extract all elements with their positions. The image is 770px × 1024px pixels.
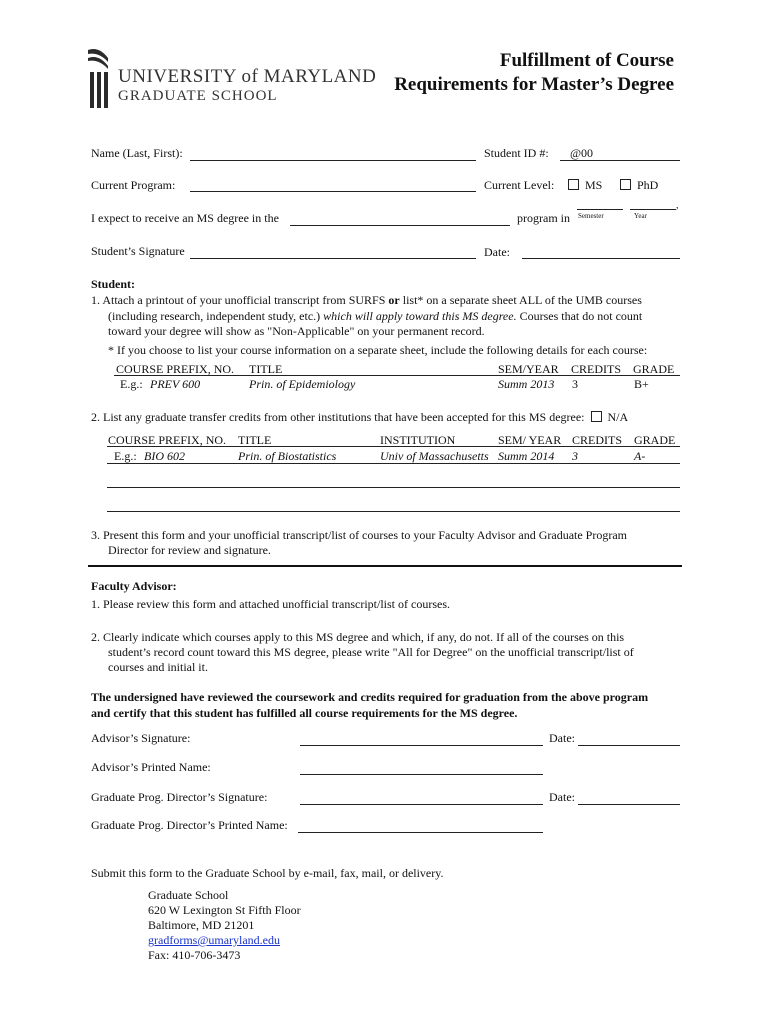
university-name: UNIVERSITY of MARYLAND	[118, 66, 377, 87]
director-date-field[interactable]	[578, 804, 680, 805]
table2-header-inst: INSTITUTION	[380, 433, 456, 447]
table2-header-title: TITLE	[238, 433, 272, 447]
director-date-label: Date:	[549, 790, 575, 804]
submit-instructions: Submit this form to the Graduate School by e-mail, fax, mail, or delivery.	[91, 866, 444, 880]
program-label: Current Program:	[91, 178, 176, 192]
table2-header-credits: CREDITS	[572, 433, 623, 447]
school-name: GRADUATE SCHOOL	[118, 88, 278, 104]
example-course: PREV 600	[150, 377, 201, 391]
name-label: Name (Last, First):	[91, 146, 183, 160]
form-title-line1: Fulfillment of Course	[499, 50, 674, 71]
example-grade: A-	[634, 449, 646, 463]
student-item-3-line2: Director for review and signature.	[108, 543, 271, 557]
table1-header-prefix: COURSE PREFIX, NO.	[116, 362, 235, 376]
student-id-value: @00	[570, 146, 594, 160]
student-item-1: 1. Attach a printout of your unofficial transcript from SURFS or list* on a separate sheet ALL of the UMB courses	[91, 293, 642, 307]
director-signature-label: Graduate Prog. Director’s Signature:	[91, 790, 268, 804]
dome-icon	[86, 44, 112, 110]
advisor-signature-label: Advisor’s Signature:	[91, 731, 191, 745]
example-credits: 3	[572, 377, 578, 391]
semester-caption: Semester	[578, 212, 604, 220]
date-field[interactable]	[522, 258, 680, 259]
student-item-1-line3: toward your degree will show as "Non-Applicable" on your permanent record.	[108, 324, 485, 338]
student-note: * If you choose to list your course information on a separate sheet, include the following details for each course:	[108, 343, 648, 357]
address-block	[148, 888, 301, 963]
table1-header-grade: GRADE	[633, 362, 675, 376]
checkbox-icon	[591, 411, 602, 422]
advisor-item-1: 1. Please review this form and attached unofficial transcript/list of courses.	[91, 597, 451, 611]
example-prefix: E.g.:	[120, 377, 143, 391]
advisor-signature-field[interactable]	[300, 745, 543, 746]
year-caption: Year	[634, 212, 647, 220]
table2-header-sem: SEM/ YEAR	[498, 433, 562, 447]
level-phd-checkbox[interactable]: PhD	[620, 178, 658, 193]
table1-header-credits: CREDITS	[571, 362, 622, 376]
comma-mark: ,	[676, 200, 679, 211]
degree-program-field[interactable]	[290, 225, 510, 226]
program-field[interactable]	[190, 191, 476, 192]
transfer-credit-line-2[interactable]	[107, 511, 680, 512]
checkbox-icon	[620, 179, 631, 190]
example-prefix: E.g.:	[114, 449, 137, 463]
transfer-credit-line-1[interactable]	[107, 487, 680, 488]
advisor-date-field[interactable]	[578, 745, 680, 746]
table2-header-prefix: COURSE PREFIX, NO.	[108, 433, 227, 447]
table2-header-grade: GRADE	[634, 433, 676, 447]
checkbox-icon	[568, 179, 579, 190]
address-street: 620 W Lexington St Fifth Floor	[148, 903, 301, 917]
example-title: Prin. of Epidemiology	[249, 377, 356, 391]
table2-example-rule	[107, 463, 680, 464]
expect-label: I expect to receive an MS degree in the	[91, 211, 279, 225]
table2-header-rule	[107, 446, 680, 447]
university-logo	[86, 44, 377, 110]
name-field[interactable]	[190, 160, 476, 161]
student-item-1-line2: (including research, independent study, etc.) which will apply toward this MS degree. Courses that do not count	[108, 309, 643, 323]
example-credits: 3	[572, 449, 578, 463]
director-signature-field[interactable]	[300, 804, 543, 805]
student-item-3: 3. Present this form and your unofficial transcript/list of courses to your Faculty Advisor and Graduate Program	[91, 528, 628, 542]
program-in-label: program in	[517, 211, 570, 225]
example-grade: B+	[634, 377, 649, 391]
student-heading: Student:	[91, 277, 136, 291]
address-office: Graduate School	[148, 888, 229, 902]
signature-field[interactable]	[190, 258, 476, 259]
example-institution: Univ of Massachusetts	[380, 449, 489, 463]
email-link[interactable]: gradforms@umaryland.edu	[148, 933, 281, 947]
signature-label: Student’s Signature	[91, 244, 185, 258]
advisor-item-2-line2: student’s record count toward this MS degree, please write "All for Degree" on the unofficial transcript/list of	[108, 645, 634, 659]
advisor-date-label: Date:	[549, 731, 575, 745]
student-id-label: Student ID #:	[484, 146, 549, 160]
table1-header-sem: SEM/YEAR	[498, 362, 559, 376]
director-printed-field[interactable]	[298, 832, 543, 833]
table1-header-rule	[114, 375, 680, 376]
date-label: Date:	[484, 245, 510, 259]
advisor-printed-label: Advisor’s Printed Name:	[91, 760, 211, 774]
fax-number: Fax: 410-706-3473	[148, 948, 241, 962]
student-item-2: 2. List any graduate transfer credits from other institutions that have been accepted for this MS degree: N/A	[91, 410, 629, 424]
section-divider	[88, 565, 682, 567]
student-id-field[interactable]	[560, 160, 680, 161]
semester-field[interactable]	[577, 209, 623, 210]
example-sem: Summ 2014	[498, 449, 555, 463]
table1-header-title: TITLE	[249, 362, 283, 376]
certification-line2: and certify that this student has fulfilled all course requirements for the MS degree.	[91, 706, 518, 720]
director-printed-label: Graduate Prog. Director’s Printed Name:	[91, 818, 288, 832]
year-field[interactable]	[630, 209, 676, 210]
advisor-item-2: 2. Clearly indicate which courses apply to this MS degree and which, if any, do not. If all of the courses on this	[91, 630, 625, 644]
advisor-printed-field[interactable]	[300, 774, 543, 775]
advisor-item-2-line3: courses and initial it.	[108, 660, 208, 674]
example-title: Prin. of Biostatistics	[238, 449, 337, 463]
example-course: BIO 602	[144, 449, 185, 463]
level-label: Current Level:	[484, 178, 555, 192]
na-checkbox[interactable]: N/A	[591, 410, 629, 424]
level-ms-checkbox[interactable]: MS	[568, 178, 602, 193]
advisor-heading: Faculty Advisor:	[91, 579, 177, 593]
form-title-line2: Requirements for Master’s Degree	[394, 74, 674, 95]
example-sem: Summ 2013	[498, 377, 555, 391]
address-city: Baltimore, MD 21201	[148, 918, 255, 932]
certification-line1: The undersigned have reviewed the coursework and credits required for graduation from the above program	[91, 690, 649, 704]
